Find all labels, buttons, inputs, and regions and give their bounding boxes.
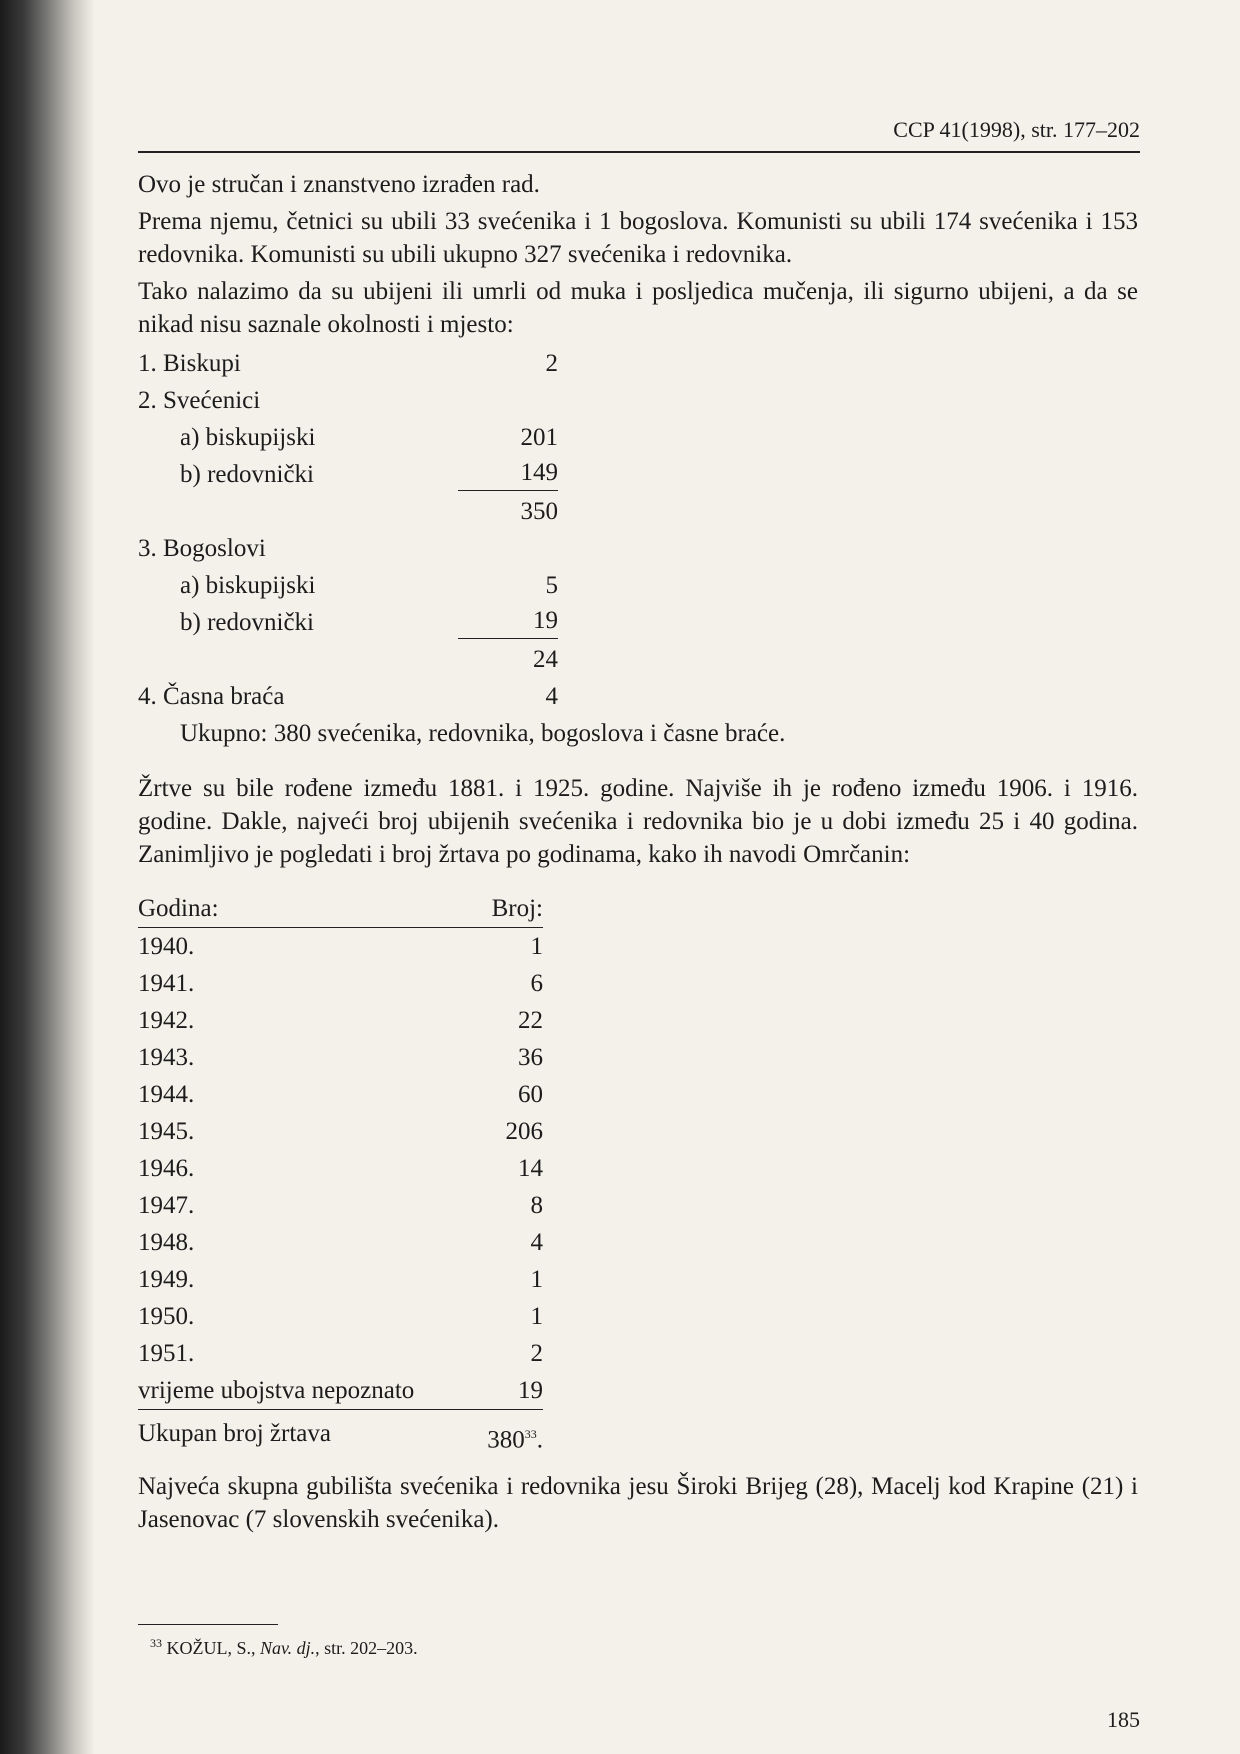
running-head: CCP 41(1998), str. 177–202 xyxy=(893,117,1140,142)
year-cell: 1942. xyxy=(138,1007,195,1034)
paragraph: Žrtve su bile rođene između 1881. i 1925. godine. Najviše ih je rođeno između 1906. i 1916. godine. Dakle, najveći broj ubijenih svećenika i redovnika bio je u dobi između 25 i 40 godina. Zanimljivo je pogledati i broj žrtava po godinama, kako ih navodi Omrčanin: xyxy=(138,775,1138,868)
total-value: $380^{33}$. xyxy=(487,1426,543,1454)
count-cell: 4 xyxy=(530,1229,543,1256)
table-row xyxy=(138,1076,543,1113)
count-cell: 60 xyxy=(518,1081,543,1108)
count-cell: 2 xyxy=(530,1340,543,1367)
list-item: 1. Biskupi 2 xyxy=(138,350,558,377)
year-cell: 1951. xyxy=(138,1340,195,1367)
list-total: Ukupno: 380 svećenika, redovnika, bogoslova i časne braće. xyxy=(180,720,786,747)
table-row xyxy=(138,1335,543,1372)
table-body xyxy=(138,928,543,1410)
list-subtotal: 350 xyxy=(520,498,558,525)
table-total-row xyxy=(138,1410,543,1454)
table-row xyxy=(138,965,543,1002)
table-row xyxy=(138,1113,543,1150)
table-row xyxy=(138,1261,543,1298)
main-text xyxy=(138,168,1138,1540)
victims-by-year-table xyxy=(138,891,543,1454)
footnote-number: 33 xyxy=(150,1636,162,1650)
count-cell: 14 xyxy=(518,1155,543,1182)
header-rule xyxy=(138,151,1140,153)
footnote xyxy=(150,1636,418,1659)
total-label: Ukupan broj žrtava xyxy=(138,1420,331,1447)
paragraph: Prema njemu, četnici su ubili 33 svećenika i 1 bogoslova. Komunisti su ubili 174 svećenika i 153 redovnika. Komunisti su ubili ukupno 327 svećenika i redovnika. xyxy=(138,208,1138,268)
count-cell: 1 xyxy=(530,1303,543,1330)
table-row xyxy=(138,1298,543,1335)
year-cell: 1949. xyxy=(138,1266,195,1293)
paragraph: Ovo je stručan i znanstveno izrađen rad. xyxy=(138,171,540,198)
year-cell: 1943. xyxy=(138,1044,195,1071)
year-cell: 1940. xyxy=(138,933,195,960)
list-item: 4. Časna braća 4 xyxy=(138,683,558,710)
table-row xyxy=(138,1372,543,1410)
count-cell: 1 xyxy=(530,1266,543,1293)
year-cell: 1948. xyxy=(138,1229,195,1256)
list-subitem: a) biskupijski 5 xyxy=(180,572,558,599)
footnote-pages: , str. 202–203. xyxy=(315,1638,418,1658)
table-row xyxy=(138,1150,543,1187)
count-cell: 36 xyxy=(518,1044,543,1071)
year-cell: 1946. xyxy=(138,1155,195,1182)
count-cell: 19 xyxy=(518,1377,543,1404)
list-item: 3. Bogoslovi xyxy=(138,535,266,562)
year-cell: 1944. xyxy=(138,1081,195,1108)
table-row xyxy=(138,1224,543,1261)
page-number: 185 xyxy=(1107,1707,1140,1732)
table-row xyxy=(138,1039,543,1076)
column-header-year: Godina: xyxy=(138,895,219,922)
column-header-count: Broj: xyxy=(491,895,543,922)
table-row xyxy=(138,1002,543,1039)
footnote-reference[interactable]: 33 xyxy=(524,1427,537,1441)
year-cell: 1945. xyxy=(138,1118,195,1145)
year-cell: 1947. xyxy=(138,1192,195,1219)
count-cell: 6 xyxy=(530,970,543,997)
count-cell: 206 xyxy=(505,1118,543,1145)
paragraph: Najveća skupna gubilišta svećenika i redovnika jesu Široki Brijeg (28), Macelj kod Krapine (21) i Jasenovac (7 slovenskih svećenika). xyxy=(138,1473,1138,1533)
footnote-rule xyxy=(138,1624,278,1625)
table-row xyxy=(138,1187,543,1224)
list-item: 2. Svećenici xyxy=(138,387,261,414)
count-cell: 8 xyxy=(530,1192,543,1219)
footnote-work: Nav. dj. xyxy=(260,1638,316,1658)
table-header xyxy=(138,891,543,928)
list-subitem: b) redovnički 149 xyxy=(138,456,1138,493)
list-subitem: a) biskupijski 201 xyxy=(180,424,558,451)
year-cell: vrijeme ubojstva nepoznato xyxy=(138,1377,415,1404)
list-subitem: b) redovnički 19 xyxy=(138,604,1138,641)
year-cell: 1941. xyxy=(138,970,195,997)
list-subtotal: 24 xyxy=(533,646,558,673)
paragraph: Tako nalazimo da su ubijeni ili umrli od muka i posljedica mučenja, ili sigurno ubijeni, a da se nikad nisu saznale okolnosti i mjesto: xyxy=(138,278,1138,338)
table-row xyxy=(138,928,543,965)
footnote-author: KOŽUL, S., xyxy=(166,1638,256,1658)
count-cell: 1 xyxy=(530,933,543,960)
count-cell: 22 xyxy=(518,1007,543,1034)
victims-list xyxy=(138,345,1138,752)
year-cell: 1950. xyxy=(138,1303,195,1330)
